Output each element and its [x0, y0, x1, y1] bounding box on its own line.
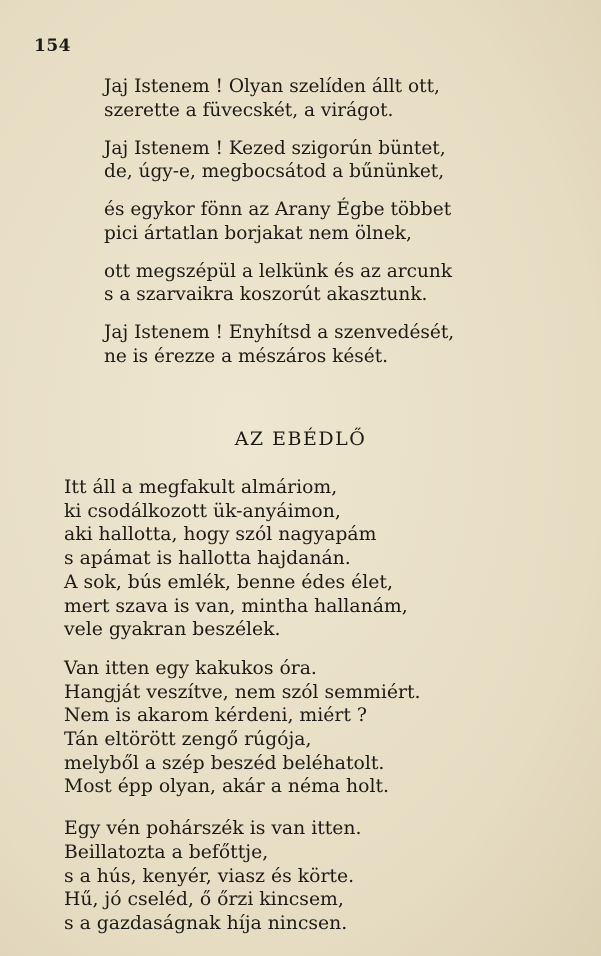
poem-line: melyből a szép beszéd beléhatolt.	[64, 752, 385, 774]
poem-line: ki csodálkozott ük-anyáimon,	[64, 500, 341, 522]
poem-line: Jaj Istenem ! Kezed szigorún büntet,	[104, 137, 446, 159]
poem-line: Hangját veszítve, nem szól semmiért.	[64, 681, 421, 703]
stanza	[64, 817, 524, 936]
stanza	[104, 260, 504, 307]
poem-line: ott megszépül a lelkünk és az arcunk	[104, 260, 453, 282]
poem-line: szerette a füvecskét, a virágot.	[104, 99, 394, 121]
stanza	[104, 198, 504, 245]
page-number: 154	[34, 36, 71, 56]
poem-continued	[104, 75, 504, 383]
poem-line: s a hús, kenyér, viasz és körte.	[64, 865, 355, 887]
poem-line: de, úgy-e, megbocsátod a bűnünket,	[104, 161, 445, 182]
poem-line: vele gyakran beszélek.	[64, 619, 281, 641]
poem-line: Beillatozta a befőttje,	[64, 841, 269, 863]
stanza	[104, 321, 504, 368]
stanza	[104, 137, 504, 184]
poem-line: Jaj Istenem ! Enyhítsd a szenvedését,	[104, 322, 455, 343]
poem-line: ne is érezze a mészáros kését.	[104, 345, 389, 367]
poem-body	[64, 476, 524, 951]
poem-line: Nem is akarom kérdeni, miért ?	[64, 705, 367, 727]
poem-line: A sok, bús emlék, benne édes élet,	[64, 571, 393, 593]
stanza	[104, 75, 504, 122]
poem-line: Itt áll a megfakult almáriom,	[64, 477, 338, 498]
poem-line: s apámat is hallotta hajdanán.	[64, 548, 351, 570]
stanza	[64, 657, 524, 799]
poem-line: Jaj Istenem ! Olyan szelíden állt ott,	[104, 76, 440, 97]
poem-line: Hű, jó cseléd, ő őrzi kincsem,	[64, 889, 344, 911]
stanza	[64, 476, 524, 642]
poem-line: s a szarvaikra koszorút akasztunk.	[104, 284, 428, 305]
poem-line: és egykor fönn az Arany Égbe többet	[104, 199, 452, 220]
poem-line: Most épp olyan, akár a néma holt.	[64, 776, 389, 798]
poem-title: AZ EBÉDLŐ	[234, 428, 367, 450]
poem-line: mert szava is van, mintha hallanám,	[64, 595, 408, 617]
poem-line: pici ártatlan borjakat nem ölnek,	[104, 222, 412, 244]
poem-line: Van itten egy kakukos óra.	[64, 657, 317, 679]
poem-line: Egy vén pohárszék is van itten.	[64, 818, 362, 840]
poem-line: aki hallotta, hogy szól nagyapám	[64, 524, 377, 546]
poem-line: s a gazdaságnak híja nincsen.	[64, 912, 348, 934]
poem-line: Tán eltörött zengő rúgója,	[64, 729, 312, 751]
